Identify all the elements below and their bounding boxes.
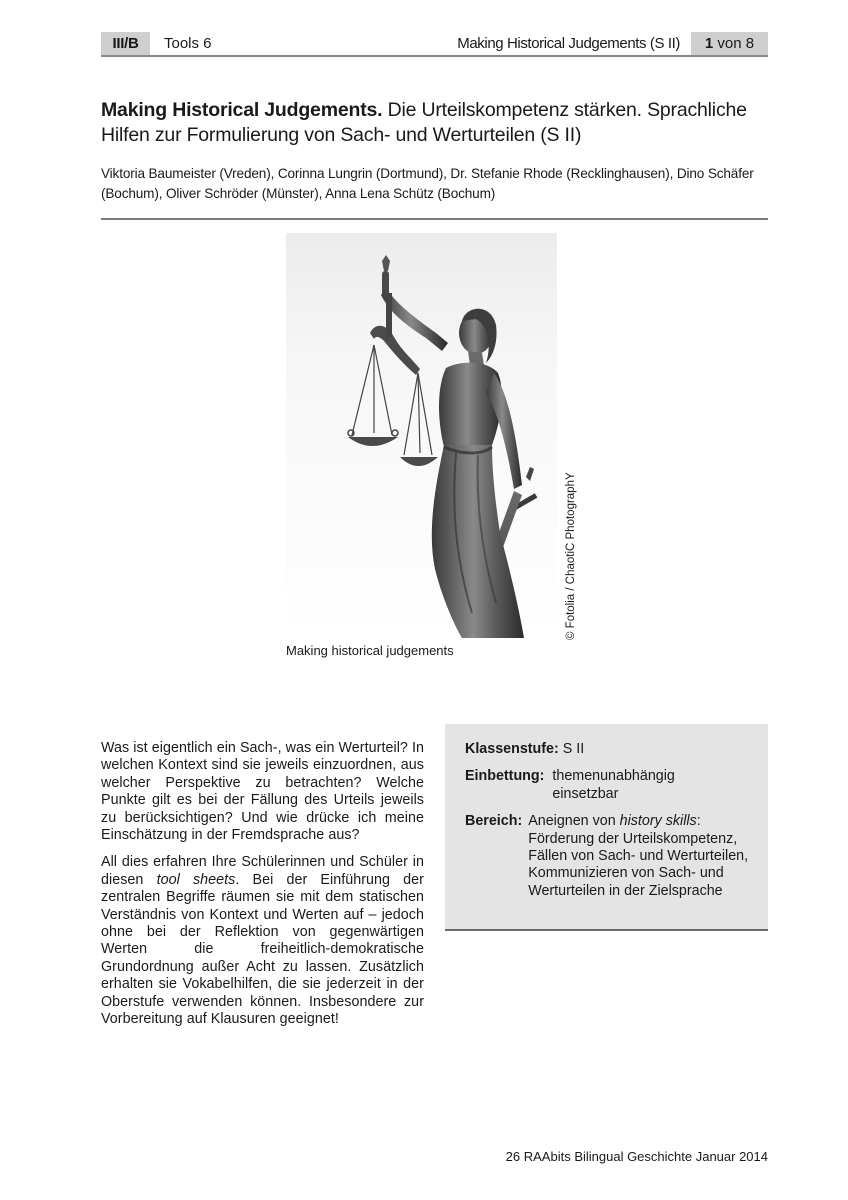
intro-paragraph-2 (101, 854, 424, 1028)
page-indicator (691, 32, 768, 55)
page-current: 1 (704, 35, 714, 52)
unit-badge: III/B (101, 32, 150, 55)
history-skills-emphasis: history skills (619, 813, 697, 830)
info-box (445, 724, 768, 931)
bereich-label: Bereich: (465, 813, 523, 830)
info-row-einbettung (465, 768, 760, 803)
klassenstufe-value: S II (562, 741, 585, 757)
intro-text (101, 740, 424, 1039)
bereich-value (522, 813, 758, 900)
page-header (101, 32, 768, 57)
intro-paragraph-2-start: All dies erfahren Ihre Schülerinnen und Schüler in diesen (101, 854, 424, 888)
tool-sheets-emphasis: tool sheets (156, 871, 236, 888)
bereich-value-end: : Förderung der Urteilskompetenz, Fällen von Sach- und Werturteilen, Kommunizieren von Sach- und Werturteilen in der Zielsprache (528, 813, 749, 899)
info-row-bereich (465, 813, 760, 900)
lady-justice-illustration (286, 233, 557, 638)
page-footer: 26 RAAbits Bilingual Geschichte Januar 2014 (505, 1149, 768, 1164)
header-title: Making Historical Judgements (S II) (457, 35, 680, 52)
document-title (101, 98, 771, 148)
figure-caption: Making historical judgements (286, 643, 454, 658)
klassenstufe-label: Klassenstufe: (465, 741, 559, 757)
photo-credit: © Fotolia / ChaotiC PhotographY (565, 472, 577, 640)
authors-list: Viktoria Baumeister (Vreden), Corinna Lungrin (Dortmund), Dr. Stefanie Rhode (Recklinghausen), Dino Schäfer (Bochum), Oliver Schröder (Münster), Anna Lena Schütz (Bochum) (101, 166, 754, 201)
einbettung-label: Einbettung: (465, 768, 545, 785)
bereich-value-start: Aneignen von (528, 813, 620, 830)
section-divider (101, 218, 768, 220)
series-label: Tools 6 (164, 35, 212, 52)
einbettung-value: themenunabhängig einsetzbar (552, 768, 675, 802)
justice-statue-image (286, 233, 557, 638)
document-title-rest: Die Urteilskompetenz stärken. Sprachliche Hilfen zur Formulierung von Sach- und Werturteilen (S II) (101, 99, 747, 146)
info-row-klassenstufe (465, 741, 760, 758)
page-total: von 8 (713, 35, 755, 52)
intro-paragraph-2-end: . Bei der Einführung der zentralen Begriffe räumen sie mit dem statischen Verständnis von Kontext und Werten auf – jedoch ohne bei der Reflektion von gegenwärtigen Werten die freiheitlich-demokratische Grundordnung außer Acht zu lassen. Zusätzlich erhalten sie Vokabelhilfen, die sie jederzeit in der Oberstufe verwenden können. Insbesondere zur Vorbereitung auf Klausuren geeignet! (101, 871, 424, 1028)
intro-paragraph-1: Was ist eigentlich ein Sach-, was ein Werturteil? In welchen Kontext sind sie jeweils einzuordnen, aus welcher Perspektive zu betrachten? Welche Punkte gilt es bei der Fällung des Urteils jeweils zu berücksichtigen? Und wie drücke ich meine Einschätzung in der Fremdsprache aus? (101, 740, 424, 844)
document-title-bold: Making Historical Judgements. (101, 99, 383, 121)
